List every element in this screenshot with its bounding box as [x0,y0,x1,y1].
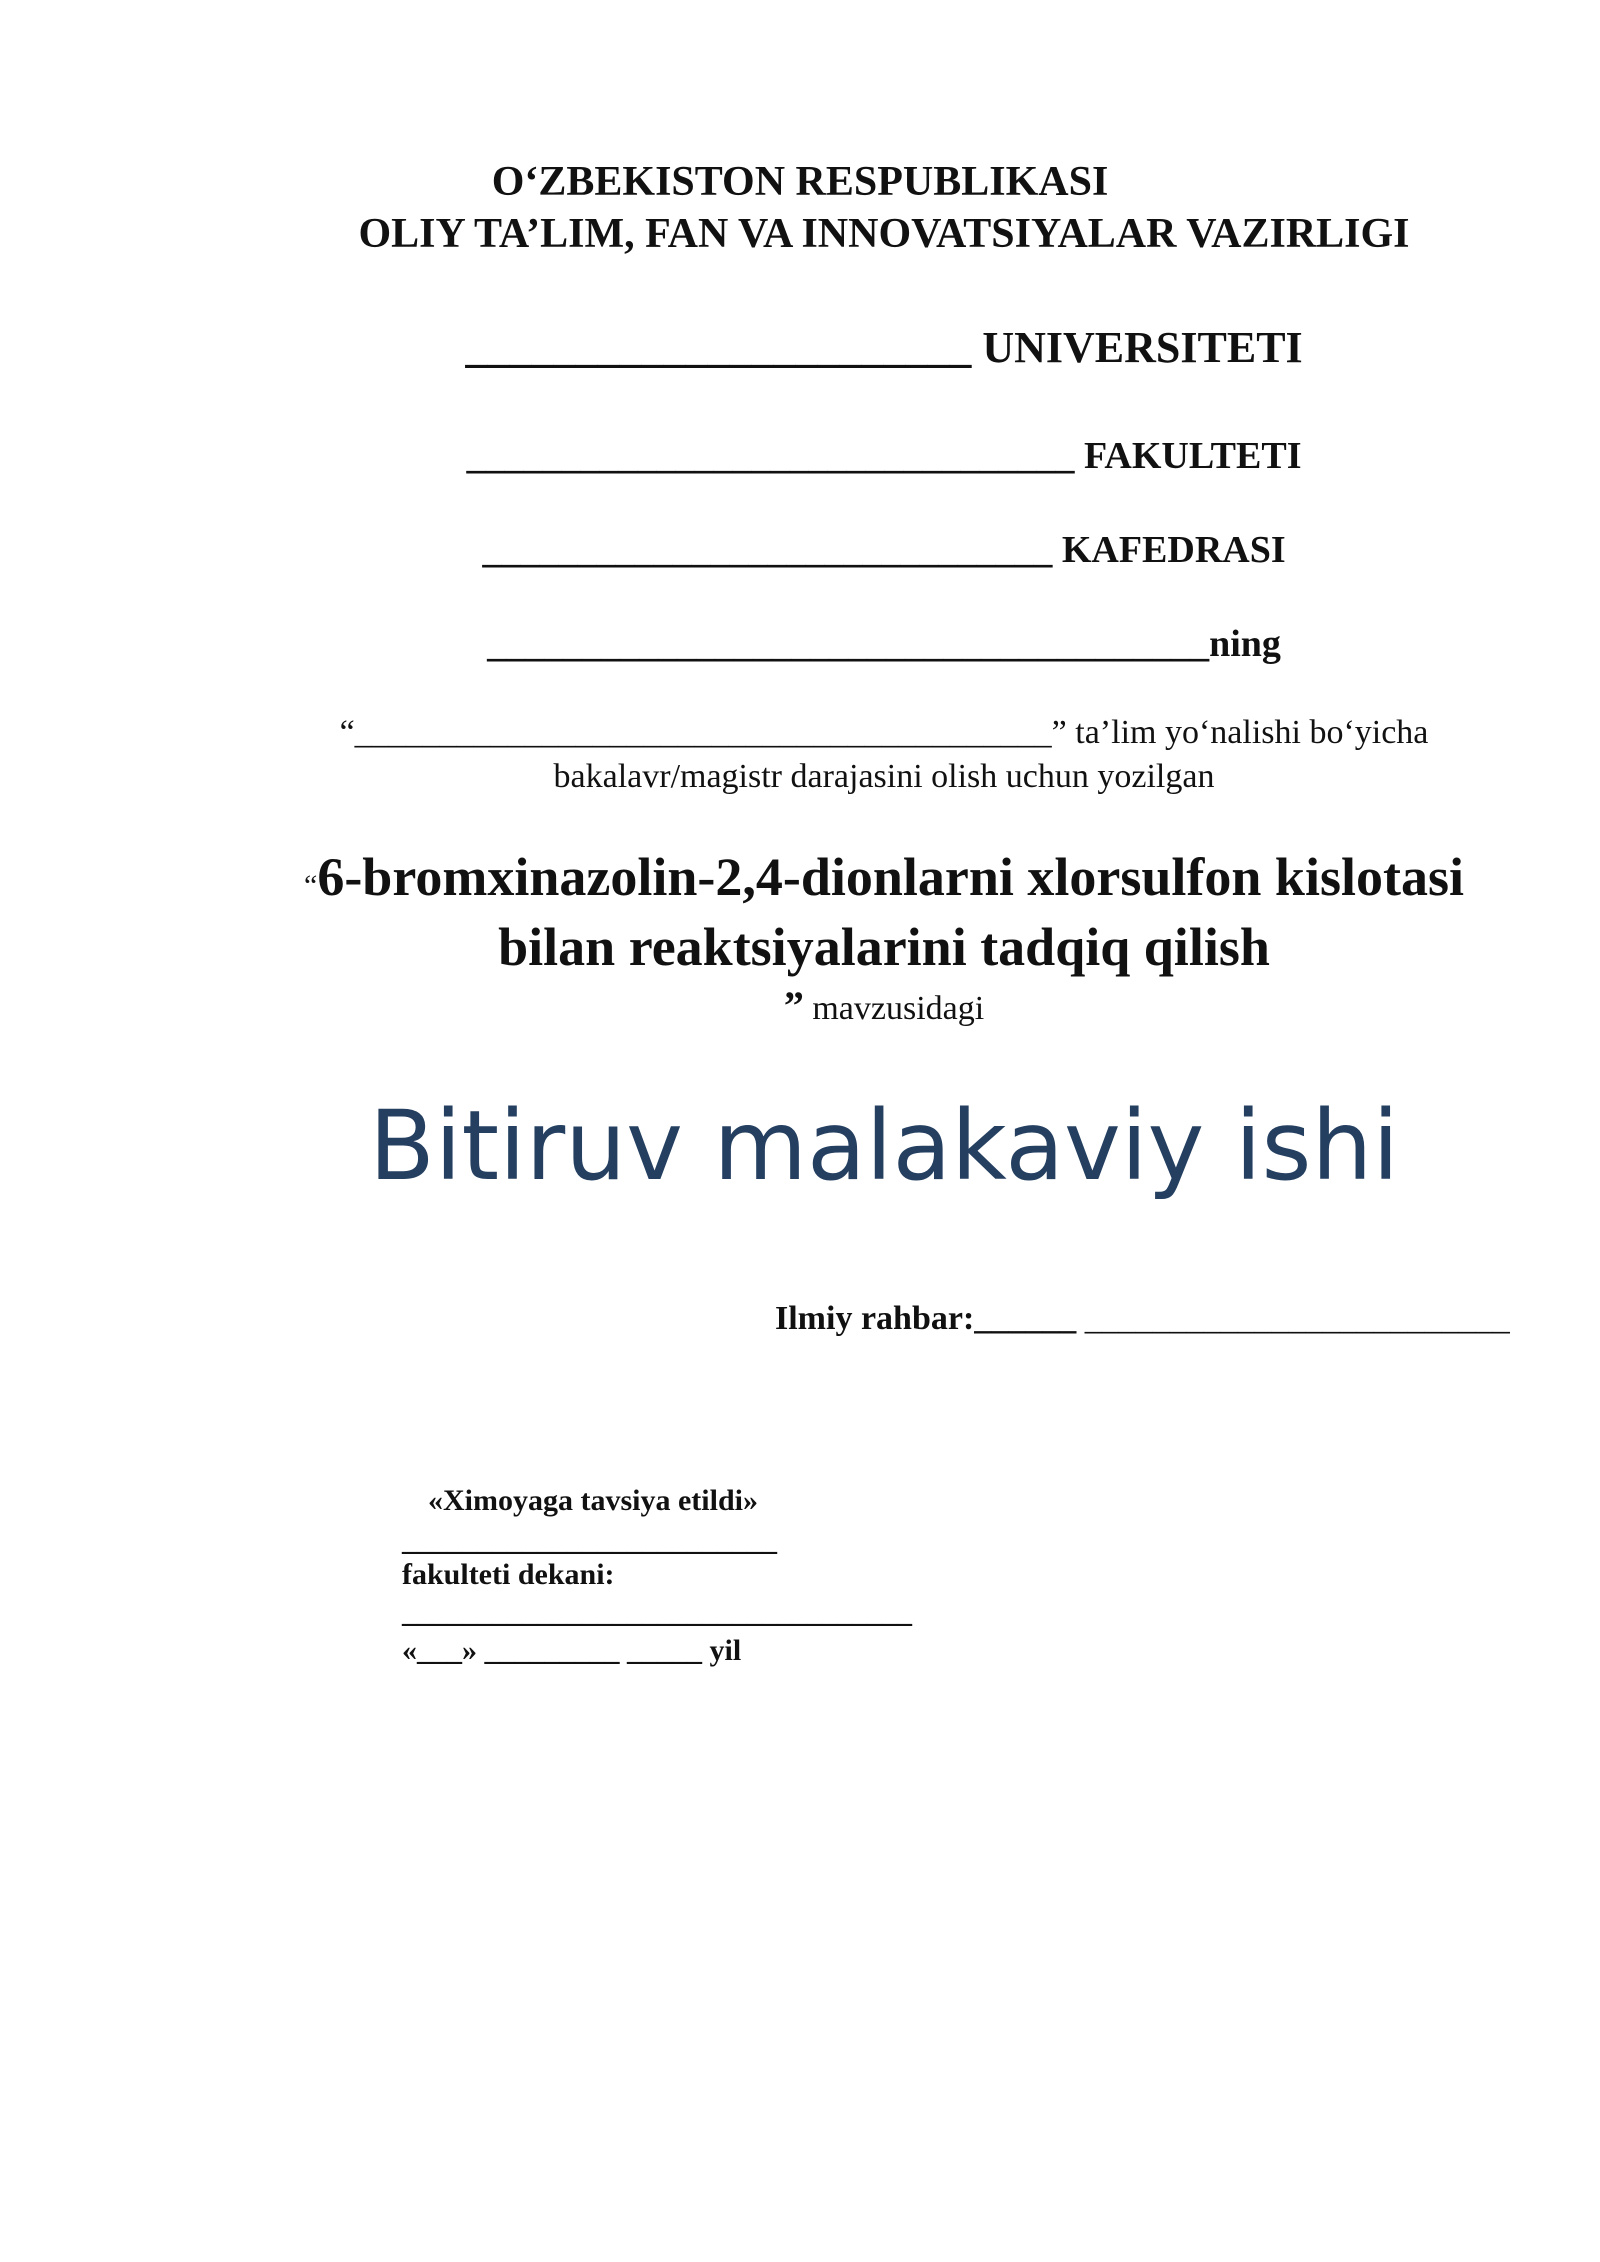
topic-close-quote: ” [783,983,804,1028]
work-type-title: Bitiruv malakaviy ishi [368,1090,1400,1202]
department-line: ______________________________ KAFEDRASI [482,529,1286,571]
university-line: _______________________ UNIVERSITETI [465,323,1303,372]
topic-line-1 [84,846,1600,908]
supervisor-line [775,1300,1510,1338]
student-line: ______________________________________ning [487,623,1281,665]
ministry-heading: OLIY TA’LIM, FAN VA INNOVATSIYALAR VAZIRLIGI [358,211,1410,257]
topic-suffix: mavzusidagi [812,990,985,1027]
dean-blank: __________________________________ [402,1596,912,1629]
supervisor-blank: _________________________ [1084,1300,1510,1337]
topic-title-line-2: bilan reaktsiyalarini tadqiq qilish [498,917,1270,977]
republic-heading: O‘ZBEKISTON RESPUBLIKASI [491,159,1109,205]
recommendation-label: «Ximoyaga tavsiya etildi» [428,1484,758,1517]
topic-title-line-1: 6-bromxinazolin-2,4-dionlarni xlorsulfon kislotasi [317,847,1464,907]
topic-open-quote: “ [304,869,318,902]
topic-suffix-line [84,982,1600,1029]
date-line: «___» _________ _____ yil [402,1634,742,1667]
supervisor-label: Ilmiy rahbar:______ [775,1300,1077,1337]
direction-line: “_________________________________________” ta’lim yo‘nalishi bo‘yicha [339,714,1429,751]
faculty-blank: _________________________ [402,1524,777,1557]
degree-line: bakalavr/magistr darajasini olish uchun yozilgan [553,758,1215,795]
dean-label: fakulteti dekani: [402,1558,615,1591]
faculty-line: ________________________________ FAKULTETI [466,435,1302,477]
